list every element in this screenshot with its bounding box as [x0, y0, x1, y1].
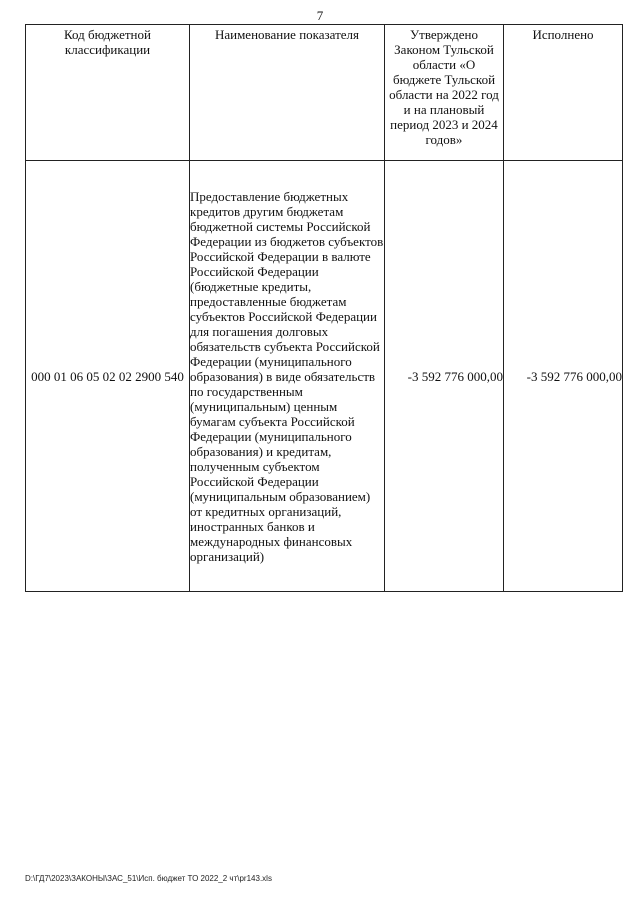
page-number: 7 — [316, 8, 324, 23]
cell-approved-amount: -3 592 776 000,00 — [385, 161, 504, 592]
cell-name: Предоставление бюджетных кредитов другим бюджетам бюджетной системы Российской Федерации из бюджетов субъектов Российской Федерации в валюте Российской Федерации (бюджетные кредиты, предоставленные бюджетам субъектов Российской Федерации для погашения долговых обязательств субъекта Российской Федерации (муниципального образования) в виде обязательств по государственным (муниципальным) ценным бумагам субъекта Российской Федерации (муниципального образования) и кредитам, полученным субъектом Российской Федерации (муниципальным образованием) от кредитных организаций, иностранных банков и международных финансовых организаций) — [190, 161, 385, 592]
header-code: Код бюджетной классификации — [26, 25, 190, 161]
cell-executed-amount: -3 592 776 000,00 — [504, 161, 623, 592]
table-row — [26, 161, 623, 592]
header-name: Наименование показателя — [190, 25, 385, 161]
header-executed: Исполнено — [504, 25, 623, 161]
header-approved: Утверждено Законом Тульской области «О бюджете Тульской области на 2022 год и на плановый период 2023 и 2024 годов» — [385, 25, 504, 161]
budget-execution-table — [25, 24, 623, 592]
footer-file-path: D:\ГД7\2023\ЗАКОНЫ\ЗАС_51\Исп. бюджет ТО 2022_2 чт\pr143.xls — [25, 874, 272, 883]
cell-code: 000 01 06 05 02 02 2900 540 — [26, 161, 190, 592]
table-header-row — [26, 25, 623, 161]
